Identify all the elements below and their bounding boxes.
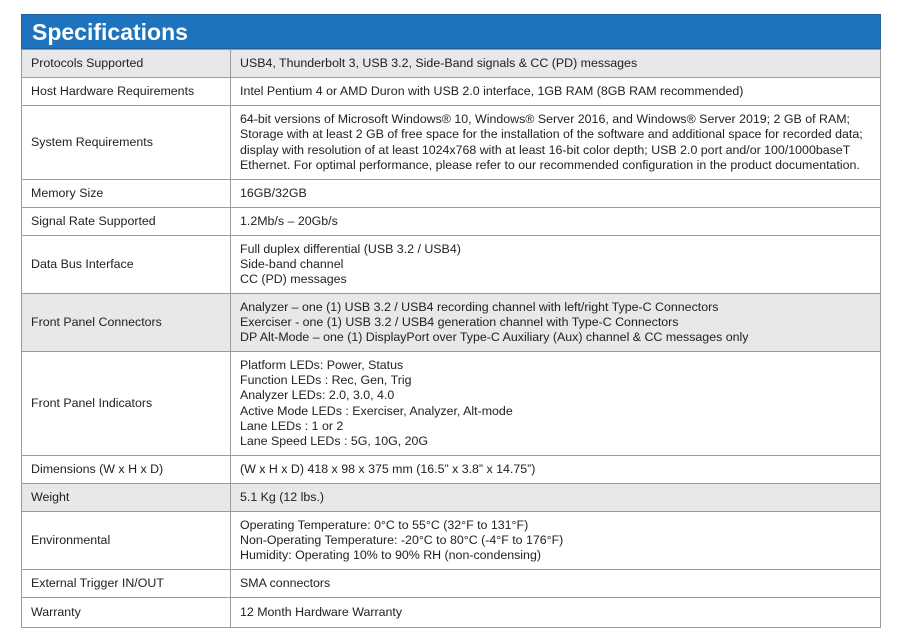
spec-value-line: 16GB/32GB (240, 185, 307, 200)
specifications-table-body (22, 50, 881, 628)
specifications-title: Specifications (21, 14, 881, 49)
spec-value (231, 78, 881, 106)
spec-value-line: Non-Operating Temperature: -20°C to 80°C (-4°F to 176°F) (240, 532, 564, 547)
spec-value (231, 294, 881, 352)
spec-value-line: Storage with at least 2 GB of free space for the installation of the software and additional space for recorded data; (240, 127, 863, 142)
spec-row (22, 598, 881, 628)
spec-label: System Requirements (22, 106, 231, 180)
spec-row (22, 208, 881, 236)
spec-value (231, 570, 881, 598)
spec-value (231, 236, 881, 294)
spec-value-line: Operating Temperature: 0°C to 55°C (32°F to 131°F) (240, 517, 529, 532)
spec-value-line: Full duplex differential (USB 3.2 / USB4) (240, 241, 461, 256)
spec-row (22, 294, 881, 352)
spec-row (22, 512, 881, 570)
spec-value-line: Lane Speed LEDs : 5G, 10G, 20G (240, 433, 429, 448)
spec-value-line: Platform LEDs: Power, Status (240, 357, 404, 372)
spec-value-line: 12 Month Hardware Warranty (240, 604, 403, 619)
spec-value-line: Function LEDs : Rec, Gen, Trig (240, 373, 412, 388)
spec-value (231, 106, 881, 180)
spec-value-line: 1.2Mb/s – 20Gb/s (240, 213, 338, 228)
specifications-table (21, 49, 881, 628)
spec-row (22, 236, 881, 294)
spec-label: Signal Rate Supported (22, 208, 231, 236)
spec-value (231, 456, 881, 484)
spec-row (22, 484, 881, 512)
spec-value-line: 64-bit versions of Microsoft Windows® 10, Windows® Server 2016, and Windows® Server 2019; 2 GB of RAM; (240, 112, 850, 127)
spec-value (231, 484, 881, 512)
spec-value-line: 5.1 Kg (12 lbs.) (240, 489, 325, 504)
spec-value-line: Intel Pentium 4 or AMD Duron with USB 2.0 interface, 1GB RAM (8GB RAM recommended) (240, 83, 744, 98)
spec-label: Environmental (22, 512, 231, 570)
spec-value-line: Analyzer LEDs: 2.0, 3.0, 4.0 (240, 388, 395, 403)
spec-value-line: CC (PD) messages (240, 272, 347, 287)
spec-row (22, 570, 881, 598)
spec-value (231, 180, 881, 208)
spec-value-line: Active Mode LEDs : Exerciser, Analyzer, Alt-mode (240, 403, 513, 418)
spec-value-line: Exerciser - one (1) USB 3.2 / USB4 generation channel with Type-C Connectors (240, 314, 679, 329)
spec-value-line: Ethernet. For optimal performance, please refer to our recommended configuration in the product documentation. (240, 157, 860, 172)
spec-label: Memory Size (22, 180, 231, 208)
spec-row (22, 352, 881, 456)
spec-value-line: Lane LEDs : 1 or 2 (240, 418, 344, 433)
spec-value-line: USB4, Thunderbolt 3, USB 3.2, Side-Band signals & CC (PD) messages (240, 55, 638, 70)
spec-value-line: SMA connectors (240, 575, 331, 590)
spec-label: Protocols Supported (22, 50, 231, 78)
spec-row (22, 180, 881, 208)
spec-value-line: display with resolution of at least 1024x768 with at least 16-bit color depth; USB 2.0 port and/or 100/1000baseT (240, 142, 851, 157)
spec-label: Front Panel Indicators (22, 352, 231, 456)
spec-label: Dimensions (W x H x D) (22, 456, 231, 484)
spec-value-line: Side-band channel (240, 256, 344, 271)
spec-value-line: Analyzer – one (1) USB 3.2 / USB4 recording channel with left/right Type-C Connectors (240, 299, 719, 314)
spec-row (22, 456, 881, 484)
spec-label: Front Panel Connectors (22, 294, 231, 352)
spec-row (22, 78, 881, 106)
spec-value (231, 50, 881, 78)
spec-value (231, 352, 881, 456)
specifications-panel (21, 14, 881, 628)
spec-label: Data Bus Interface (22, 236, 231, 294)
spec-value-line: (W x H x D) 418 x 98 x 375 mm (16.5” x 3.8” x 14.75”) (240, 461, 536, 476)
spec-value (231, 512, 881, 570)
spec-value (231, 598, 881, 628)
spec-label: Warranty (22, 598, 231, 628)
spec-row (22, 106, 881, 180)
spec-value-line: Humidity: Operating 10% to 90% RH (non-condensing) (240, 548, 541, 563)
spec-label: Weight (22, 484, 231, 512)
spec-label: External Trigger IN/OUT (22, 570, 231, 598)
spec-value (231, 208, 881, 236)
spec-value-line: DP Alt-Mode – one (1) DisplayPort over Type-C Auxiliary (Aux) channel & CC messages only (240, 330, 749, 345)
spec-label: Host Hardware Requirements (22, 78, 231, 106)
spec-row (22, 50, 881, 78)
